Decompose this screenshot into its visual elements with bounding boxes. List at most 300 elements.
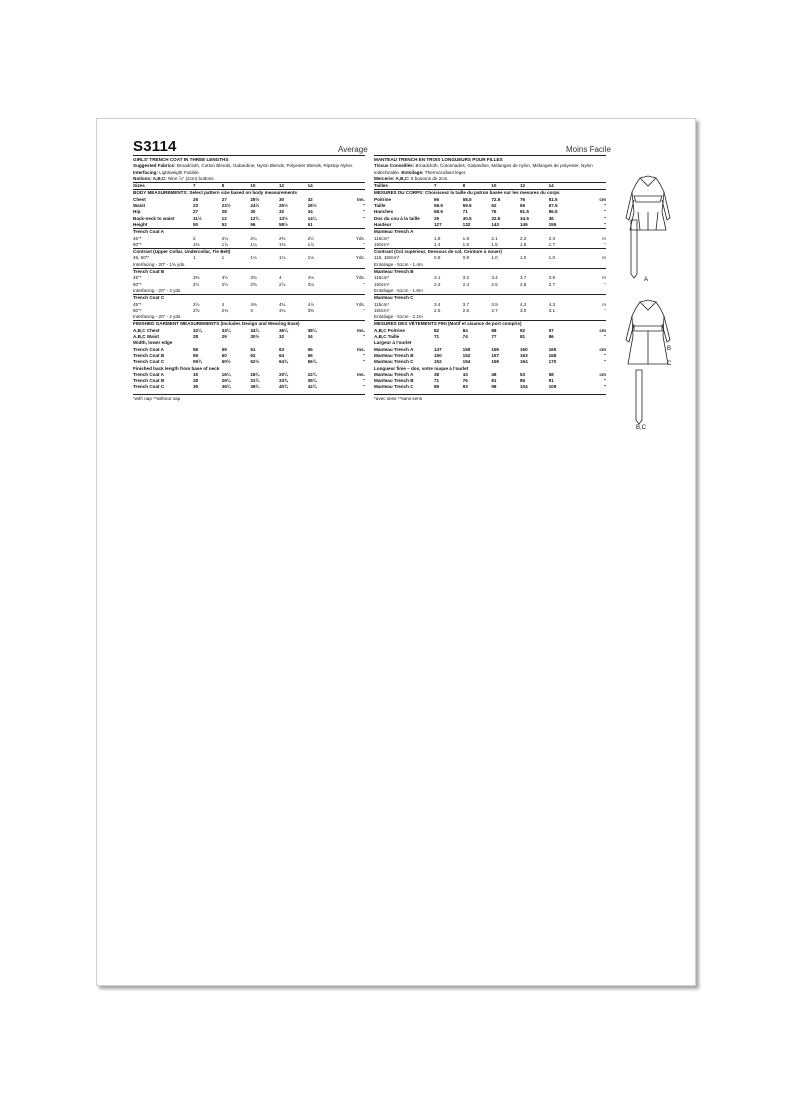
- table-row: [374, 314, 606, 321]
- measurement-table: [374, 182, 606, 391]
- size-cell: 28: [221, 209, 227, 215]
- unit-cell: ": [362, 215, 365, 221]
- size-cell: 2¾: [221, 307, 229, 313]
- table-row: [133, 321, 365, 328]
- unit-cell: m: [602, 275, 606, 281]
- size-cell: 34.5: [519, 215, 529, 221]
- size-cell: 59¾: [193, 359, 202, 365]
- row-label: Trench Coat C: [133, 384, 165, 390]
- pattern-code: S3114: [133, 138, 177, 155]
- size-cell: 3⅛: [278, 307, 286, 313]
- size-cell: 2.7: [491, 307, 498, 313]
- size-cell: 98: [491, 384, 497, 390]
- size-cell: 1.6: [519, 241, 527, 247]
- size-cell: 10: [250, 183, 279, 190]
- unit-cell: Ins.: [357, 327, 365, 333]
- unit-cell: ": [604, 281, 606, 287]
- size-cell: 3.1: [548, 307, 556, 313]
- size-cell: 1.5: [462, 241, 470, 247]
- size-cell: 3.1: [434, 275, 441, 281]
- size-cell: 31¾: [250, 378, 260, 384]
- row-label: MESURES DES VÊTEMENTS FINI (Motif et aisance de port compris): [374, 321, 606, 328]
- size-cell: 72.5: [491, 196, 501, 202]
- row-label: Manteau Trench A: [374, 346, 414, 352]
- size-cell: 4¾: [278, 301, 286, 307]
- row-label: Poitrine: [374, 196, 392, 202]
- size-cell: 165: [548, 346, 557, 352]
- unit-cell: ": [603, 203, 606, 209]
- size-cell: 27: [193, 209, 199, 215]
- unit-cell: ": [363, 241, 365, 247]
- size-cell: 7: [193, 183, 222, 190]
- size-cell: 132: [462, 221, 471, 227]
- table-row: [374, 249, 606, 256]
- size-cell: 1.8: [434, 235, 441, 241]
- row-label: Hanches: [374, 209, 394, 215]
- row-label: Trench Coat B: [133, 352, 165, 358]
- table-row: [374, 269, 606, 276]
- size-cell: 8: [463, 183, 492, 190]
- fabrics-line: Tissus Conseillés: Broadcloth, Cotonnades, Gabardine, Mélanges de nylon, Mélanges de polyester, Nylon indéchirable. Entoilage: Thermocollant léger.: [374, 163, 593, 175]
- unit-cell: ": [362, 378, 365, 384]
- size-cell: 152: [462, 352, 471, 358]
- unit-cell: ": [603, 359, 606, 365]
- unit-cell: cm: [599, 196, 606, 202]
- size-cell: 27: [221, 196, 227, 202]
- size-cell: 2.1: [491, 235, 498, 241]
- size-cell: 30: [278, 196, 285, 202]
- size-cell: 59: [193, 352, 199, 358]
- size-cell: 29: [434, 215, 440, 221]
- row-label: Hauteur: [374, 221, 392, 227]
- size-cell: 30½: [250, 334, 260, 340]
- size-cell: 1.7: [548, 241, 556, 247]
- row-label: 45"*: [133, 275, 142, 281]
- row-label: MESURES DU CORPS: Choisissez la taille du patron basée sur les mesures du corps: [374, 190, 560, 196]
- size-cell: 88: [491, 327, 497, 333]
- french-chart: [374, 155, 606, 402]
- row-label: Longueur finie – dos, votre nuque à l'ourlet: [374, 365, 469, 371]
- size-cell: 76: [519, 196, 526, 202]
- size-cell: 91: [548, 378, 554, 384]
- figure-bc-label: B,C: [636, 425, 647, 431]
- unit-cell: ": [603, 384, 606, 390]
- size-cell: 61: [307, 221, 313, 227]
- size-cell: 64: [278, 352, 285, 358]
- size-cell: 150: [462, 346, 471, 352]
- size-cell: 32: [307, 196, 313, 202]
- size-cell: 86.5: [548, 209, 558, 215]
- unit-cell: ": [603, 378, 606, 384]
- size-cell: 71: [462, 209, 468, 215]
- size-cell: 1⅞: [307, 241, 315, 247]
- size-cell: 2⅜: [278, 235, 286, 241]
- tie-belt-bc-icon: [632, 368, 646, 426]
- row-label: 60"*: [133, 281, 142, 287]
- table-row: [133, 222, 365, 229]
- size-cell: 58: [548, 371, 554, 377]
- row-label: Entoilage - 51cm - 1.8m: [374, 287, 423, 293]
- size-cell: 28½: [250, 196, 260, 202]
- unit-cell: ": [363, 281, 365, 287]
- size-cell: 149: [519, 221, 528, 227]
- table-row: [374, 288, 606, 295]
- row-label: Contrast (Col supérieur, Dessous de col, Ceinture à nouer): [374, 249, 606, 256]
- table-row: [374, 183, 606, 190]
- size-cell: 7: [434, 183, 463, 190]
- size-cell: 155: [491, 346, 499, 352]
- unit-cell: ": [603, 215, 606, 221]
- size-cell: 2.4: [462, 281, 470, 287]
- unit-cell: Yds.: [355, 301, 365, 307]
- row-label: Finished back length from base of neck: [133, 365, 220, 371]
- unit-cell: ": [603, 334, 606, 340]
- row-label: Trench Coat A: [133, 371, 164, 377]
- size-cell: 62: [491, 203, 497, 209]
- row-label: 150cm*: [374, 307, 390, 313]
- size-cell: 89: [434, 384, 440, 390]
- size-cell: 2⅝: [193, 307, 200, 313]
- size-cell: 1.0: [519, 255, 527, 261]
- unit-cell: cm: [599, 371, 606, 377]
- size-cell: 1.5: [491, 241, 498, 247]
- unit-cell: [336, 222, 365, 229]
- size-cell: 32¼: [193, 327, 202, 333]
- table-row: [374, 242, 606, 249]
- size-cell: 38: [434, 371, 440, 377]
- size-cell: 36¾: [221, 384, 231, 390]
- size-cell: 3.9: [491, 301, 498, 307]
- size-cell: 50: [193, 221, 199, 227]
- row-label: A,B,C Poitrine: [374, 327, 405, 333]
- size-cell: 66¾: [307, 359, 317, 365]
- size-cell: 58½: [278, 221, 288, 227]
- size-cell: 4: [221, 301, 225, 307]
- size-cell: 11½: [193, 215, 202, 221]
- row-label: Hip: [133, 209, 141, 215]
- size-cell: 14: [308, 183, 337, 190]
- size-cell: 81: [491, 378, 497, 384]
- size-cell: 18¾: [250, 371, 260, 377]
- size-cell: 152: [434, 359, 442, 365]
- row-label: Manteau Trench C: [374, 384, 414, 390]
- size-cell: 3.7: [462, 301, 470, 307]
- row-label: Manteau Trench B: [374, 269, 606, 276]
- size-cell: 109: [548, 384, 557, 390]
- size-cell: 2.5: [491, 281, 498, 287]
- size-cell: 3⅜: [193, 275, 200, 281]
- size-cell: 14: [549, 183, 578, 190]
- size-cell: 3⅜: [307, 307, 315, 313]
- size-cell: 71: [434, 378, 440, 384]
- size-cell: 36: [548, 215, 554, 221]
- unit-cell: ": [603, 352, 606, 358]
- size-cell: 33¼: [221, 327, 231, 333]
- size-cell: 53: [519, 371, 526, 377]
- unit-cell: Ins.: [357, 346, 365, 352]
- size-cell: 81: [519, 334, 526, 340]
- row-label: Trench Coat A: [133, 346, 164, 352]
- size-cell: 154: [462, 359, 471, 365]
- row-label: 115cm*: [374, 275, 390, 281]
- size-cell: 38¾: [250, 384, 260, 390]
- size-cell: 168: [548, 352, 557, 358]
- size-cell: 147: [434, 346, 442, 352]
- row-label: Trench Coat C: [133, 359, 165, 365]
- row-label: A,B,C Taille: [374, 334, 400, 340]
- size-cell: 4⅛: [307, 275, 315, 281]
- table-row: [374, 229, 606, 236]
- unit-cell: cm: [599, 346, 606, 352]
- row-label: Interfacing - 20" - 2 yds.: [133, 287, 182, 293]
- unit-cell: ": [362, 203, 365, 209]
- size-cell: 66: [307, 352, 313, 358]
- size-cell: 76: [491, 209, 497, 215]
- unit-cell: Yds.: [355, 275, 365, 281]
- size-cell: 14¼: [307, 215, 317, 221]
- size-cell: 3¾: [250, 275, 257, 281]
- row-label: A,B,C Chest: [133, 327, 160, 333]
- table-row: [374, 262, 606, 269]
- row-label: Taille: [374, 203, 386, 209]
- size-cell: 26½: [307, 203, 317, 209]
- row-label: Manteau Trench C: [374, 295, 606, 302]
- unit-cell: [336, 183, 365, 190]
- size-cell: 3⅛: [307, 281, 315, 287]
- unit-cell: m: [602, 301, 606, 307]
- row-label: 115cm*: [374, 301, 390, 307]
- english-chart: [133, 155, 365, 402]
- figure-c-label: C: [667, 361, 672, 367]
- size-cell: 12: [221, 215, 227, 221]
- size-cell: 35: [193, 384, 199, 390]
- size-cell: 43: [462, 371, 468, 377]
- size-cell: 42¾: [307, 384, 317, 390]
- size-cell: 56: [250, 221, 256, 227]
- size-cell: 2.3: [434, 281, 441, 287]
- trench-coat-b-back-icon: [618, 296, 678, 368]
- size-cell: 0.9: [462, 255, 470, 261]
- size-cell: 15: [193, 371, 199, 377]
- table-row: [133, 314, 365, 321]
- row-label: Entoilage - 51cm - 2.1m: [374, 314, 423, 320]
- size-cell: 23: [193, 203, 199, 209]
- unit-cell: ": [362, 209, 365, 215]
- unit-cell: ": [362, 384, 365, 390]
- figure-b-label: B: [667, 346, 672, 352]
- size-cell: 3⅞: [193, 301, 200, 307]
- table-row: [133, 249, 365, 256]
- size-cell: 1⅛: [278, 255, 286, 261]
- unit-cell: Ins.: [357, 196, 365, 202]
- table-row: [374, 222, 606, 229]
- size-cell: 68.5: [434, 209, 443, 215]
- nap-notes: *avec sens **sans sens: [374, 394, 606, 402]
- table-row: [374, 295, 606, 302]
- fabrics-line: Suggested Fabrics: Broadcloth, Cotton Blends, Gabardine, Nylon Blends, Polyester Blends, Ripstop Nylon. Interfacing: Lightweight Fusible.: [133, 163, 354, 175]
- size-cell: 34¾: [250, 327, 260, 333]
- row-label: Sizes: [133, 183, 193, 190]
- row-label: 45"*: [133, 235, 142, 241]
- unit-cell: ": [363, 307, 365, 313]
- size-cell: 65: [307, 346, 313, 352]
- notions-line: Notions: A,B,C: Nine ⅞" (2cm) buttons.: [133, 175, 215, 181]
- table-row: [133, 288, 365, 295]
- size-cell: 29: [221, 334, 227, 340]
- size-cell: 4: [278, 275, 282, 281]
- table-row: [133, 183, 365, 190]
- size-cell: 4⅞: [307, 301, 315, 307]
- unit-cell: ": [603, 209, 606, 215]
- row-label: 150cm*: [374, 241, 390, 247]
- size-cell: 2.2: [519, 235, 527, 241]
- size-cell: 2: [193, 235, 196, 241]
- size-cell: 12¾: [250, 215, 260, 221]
- table-row: [133, 242, 365, 249]
- size-cell: 63: [278, 346, 285, 352]
- size-cell: 23½: [221, 203, 231, 209]
- unit-cell: m: [602, 235, 606, 241]
- size-cell: 58: [193, 346, 199, 352]
- size-cell: 71: [434, 334, 440, 340]
- size-cell: 2½: [193, 281, 200, 287]
- size-cell: 58.5: [434, 203, 443, 209]
- size-cell: 2⅞: [278, 281, 286, 287]
- skill-level-fr: Moins Facile: [566, 145, 611, 154]
- size-cell: 163: [519, 352, 528, 358]
- size-cell: 59: [221, 346, 227, 352]
- size-cell: 1¼: [250, 241, 257, 247]
- size-cell: 2.7: [548, 281, 556, 287]
- size-cell: 13½: [278, 215, 288, 221]
- size-cell: 4.3: [548, 301, 556, 307]
- unit-cell: ": [362, 352, 365, 358]
- size-cell: 170: [548, 359, 557, 365]
- size-cell: 3.2: [462, 275, 470, 281]
- row-label: 115, 150cm*: [374, 255, 400, 261]
- size-cell: 84: [462, 327, 468, 333]
- size-cell: 2⅝: [250, 281, 257, 287]
- skill-level-en: Average: [338, 145, 368, 154]
- row-label: Trench Coat B: [133, 378, 165, 384]
- size-cell: 36¼: [278, 327, 288, 333]
- chart-title: GIRLS' TRENCH COAT IN THREE LENGTHS: [133, 155, 365, 163]
- row-label: Width, lower edge: [133, 340, 173, 346]
- size-cell: 3.4: [434, 301, 441, 307]
- row-label: Entoilage - 51cm - 1.4m: [374, 261, 423, 267]
- unit-cell: ": [362, 334, 365, 340]
- row-label: 45, 60"*: [133, 255, 150, 261]
- size-cell: 1⅜: [278, 241, 286, 247]
- unit-cell: m: [602, 255, 606, 261]
- row-label: Waist: [133, 203, 146, 209]
- row-label: Height: [133, 221, 148, 227]
- size-cell: 12: [520, 183, 549, 190]
- size-cell: 32: [278, 209, 285, 215]
- table-row: [133, 190, 365, 197]
- size-cell: 32.5: [491, 215, 501, 221]
- size-cell: 64¾: [278, 359, 288, 365]
- size-cell: 60½: [221, 359, 231, 365]
- table-row: [133, 229, 365, 236]
- size-cell: 3: [250, 307, 253, 313]
- size-cell: 157: [491, 352, 499, 358]
- size-cell: 155: [548, 221, 557, 227]
- table-row: [374, 321, 606, 328]
- size-cell: 3½: [221, 275, 229, 281]
- row-label: BODY MEASUREMENTS: Select pattern size based on body measurements: [133, 190, 298, 196]
- size-cell: 12: [279, 183, 308, 190]
- size-cell: 92: [519, 327, 526, 333]
- size-cell: 48: [491, 371, 497, 377]
- size-cell: 2¼: [250, 235, 257, 241]
- size-cell: 59.5: [462, 203, 472, 209]
- row-label: Trench Coat B: [133, 269, 365, 276]
- size-cell: 143: [491, 221, 499, 227]
- row-label: 150cm*: [374, 281, 390, 287]
- size-cell: 81.5: [519, 209, 529, 215]
- row-label: 60"*: [133, 241, 142, 247]
- table-row: [133, 269, 365, 276]
- size-cell: 38¼: [307, 327, 317, 333]
- size-cell: 28: [193, 334, 199, 340]
- row-label: Chest: [133, 196, 146, 202]
- size-cell: 40¾: [278, 384, 288, 390]
- size-cell: 81.5: [548, 196, 558, 202]
- size-cell: 1.4: [434, 241, 441, 247]
- row-label: Manteau Trench B: [374, 352, 414, 358]
- row-label: Back-neck to waist: [133, 215, 175, 221]
- size-cell: 61: [250, 346, 256, 352]
- size-cell: 22¾: [307, 371, 317, 377]
- size-cell: 2.5: [434, 307, 441, 313]
- size-cell: 35¾: [307, 378, 317, 384]
- size-cell: 33¾: [278, 378, 288, 384]
- size-cell: 34: [307, 209, 313, 215]
- size-cell: 1.0: [548, 255, 556, 261]
- row-label: Interfacing - 20" - 1⅝ yds.: [133, 261, 186, 267]
- tie-belt-a-icon: [627, 218, 641, 280]
- size-cell: 4.2: [519, 301, 527, 307]
- size-cell: 30.5: [462, 215, 472, 221]
- nap-notes: *with nap **without nap: [133, 394, 365, 402]
- size-cell: 32: [278, 334, 285, 340]
- row-label: Dos du cou à la taille: [374, 215, 420, 221]
- size-cell: 159: [491, 359, 499, 365]
- size-cell: 8: [222, 183, 251, 190]
- size-cell: 68.5: [462, 196, 472, 202]
- size-cell: 2.3: [548, 235, 556, 241]
- table-row: [133, 295, 365, 302]
- size-cell: 82: [434, 327, 440, 333]
- size-cell: 2½: [307, 235, 315, 241]
- size-cell: 1⅛: [250, 255, 257, 261]
- size-cell: 62½: [250, 359, 260, 365]
- size-cell: 86: [548, 334, 554, 340]
- table-row: [133, 384, 365, 390]
- row-label: Trench Coat C: [133, 295, 365, 302]
- unit-cell: ": [604, 241, 606, 247]
- size-cell: 77: [491, 334, 497, 340]
- size-cell: 1.0: [491, 255, 498, 261]
- row-label: Tailles: [374, 183, 434, 190]
- size-cell: 2½: [221, 281, 229, 287]
- unit-cell: Ins.: [357, 371, 365, 377]
- size-cell: 1: [193, 255, 196, 261]
- size-cell: 3.9: [548, 275, 556, 281]
- size-cell: 104: [519, 384, 528, 390]
- unit-cell: cm: [599, 327, 606, 333]
